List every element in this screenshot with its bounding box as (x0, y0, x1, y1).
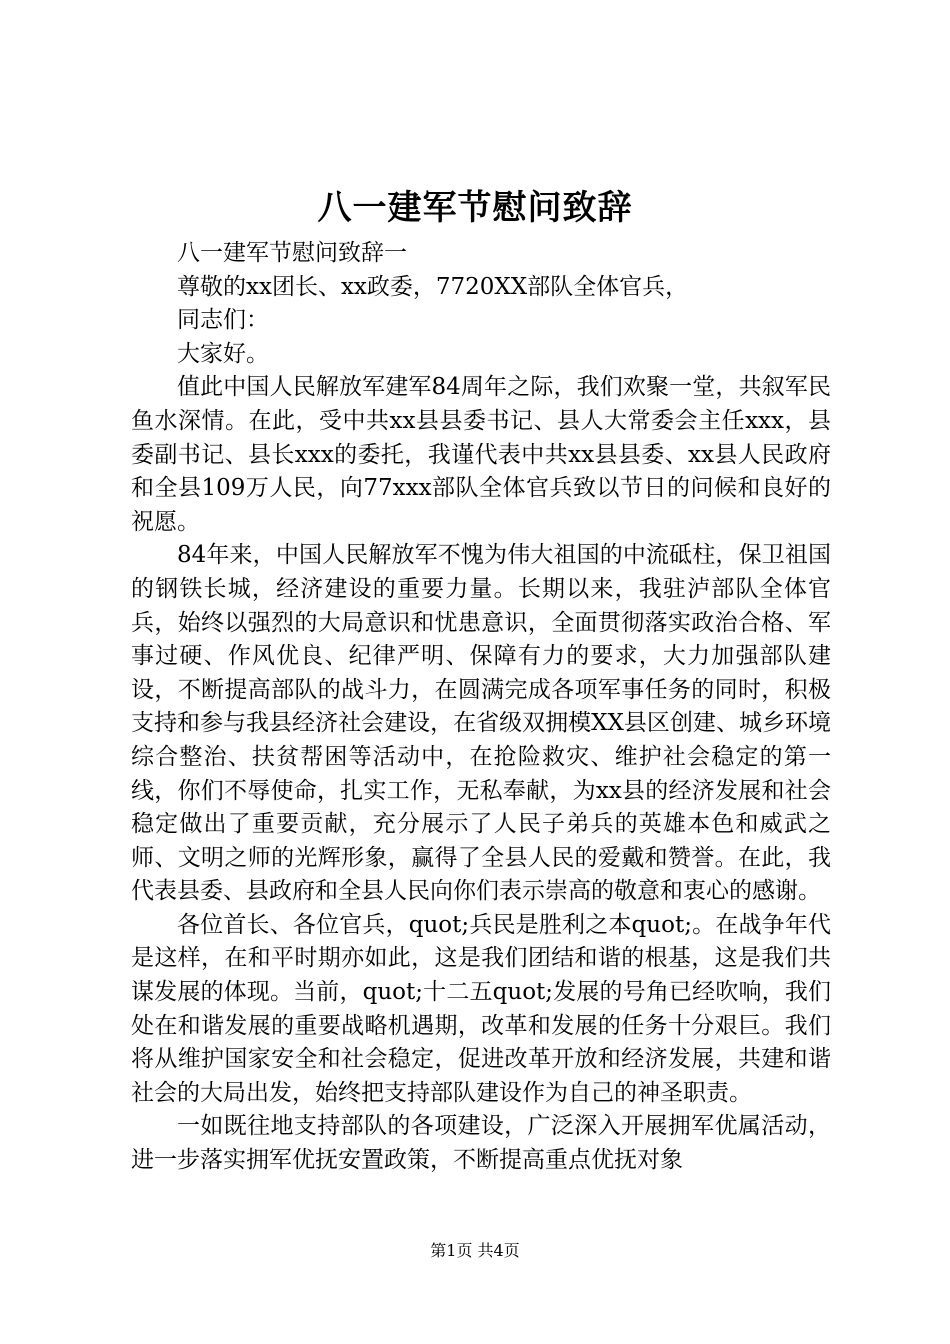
paragraph-greeting: 大家好。 (177, 340, 269, 367)
paragraph-body: 84年来，中国人民解放军不愧为伟大祖国的中流砥柱，保卫祖国的钢铁长城，经济建设的重要力量。长期以来，我驻泸部队全体官兵，始终以强烈的大局意识和忧患意识，全面贯彻落实政治合格、军事过硬、作风优良、纪律严明、保障有力的要求，大力加强部队建设，不断提高部队的战斗力，在圆满完成各项军事任务的同时，积极支持和参与我县经济社会建设，在省级双拥模XX县区创建、城乡环境综合整治、扶贫帮困等活动中，在抢险救灾、维护社会稳定的第一线，你们不辱使命，扎实工作，无私奉献，为xx县的经济发展和社会稳定做出了重要贡献，充分展示了人民子弟兵的英雄本色和威武之师、文明之师的光辉形象，赢得了全县人民的爱戴和赞誉。在此，我代表县委、县政府和全县人民向你们表示崇高的敬意和衷心的感谢。 (131, 542, 831, 905)
paragraph-heading: 八一建军节慰问致辞一 (177, 240, 407, 266)
page-footer: 第1页 共4页 (430, 1241, 520, 1260)
document-title: 八一建军节慰问致辞 (317, 188, 633, 228)
paragraph-body: 值此中国人民解放军建军84周年之际，我们欢聚一堂，共叙军民鱼水深情。在此，受中共xx县县委书记、县人大常委会主任xxx，县委副书记、县长xxx的委托，我谨代表中共xx县县委、xx县人民政府和全县109万人民，向77xxx部队全体官兵致以节日的问候和良好的祝愿。 (131, 374, 831, 535)
paragraph-comrades: 同志们： (177, 307, 269, 334)
paragraph-salutation: 尊敬的xx团长、xx政委，7720XX部队全体官兵， (177, 273, 689, 300)
document-body (131, 237, 831, 1178)
paragraph-body: 一如既往地支持部队的各项建设，广泛深入开展拥军优属活动，进一步落实拥军优抚安置政策，不断提高重点优抚对象 (131, 1113, 831, 1174)
paragraph-body: 各位首长、各位官兵，quot;兵民是胜利之本quot;。在战争年代是这样，在和平时期亦如此，这是我们团结和谐的根基，这是我们共谋发展的体现。当前，quot;十二五quot;发展的号角已经吹响，我们处在和谐发展的重要战略机遇期，改革和发展的任务十分艰巨。我们将从维护国家安全和社会稳定，促进改革开放和经济发展，共建和谐社会的大局出发，始终把支持部队建设作为自己的神圣职责。 (131, 911, 831, 1106)
